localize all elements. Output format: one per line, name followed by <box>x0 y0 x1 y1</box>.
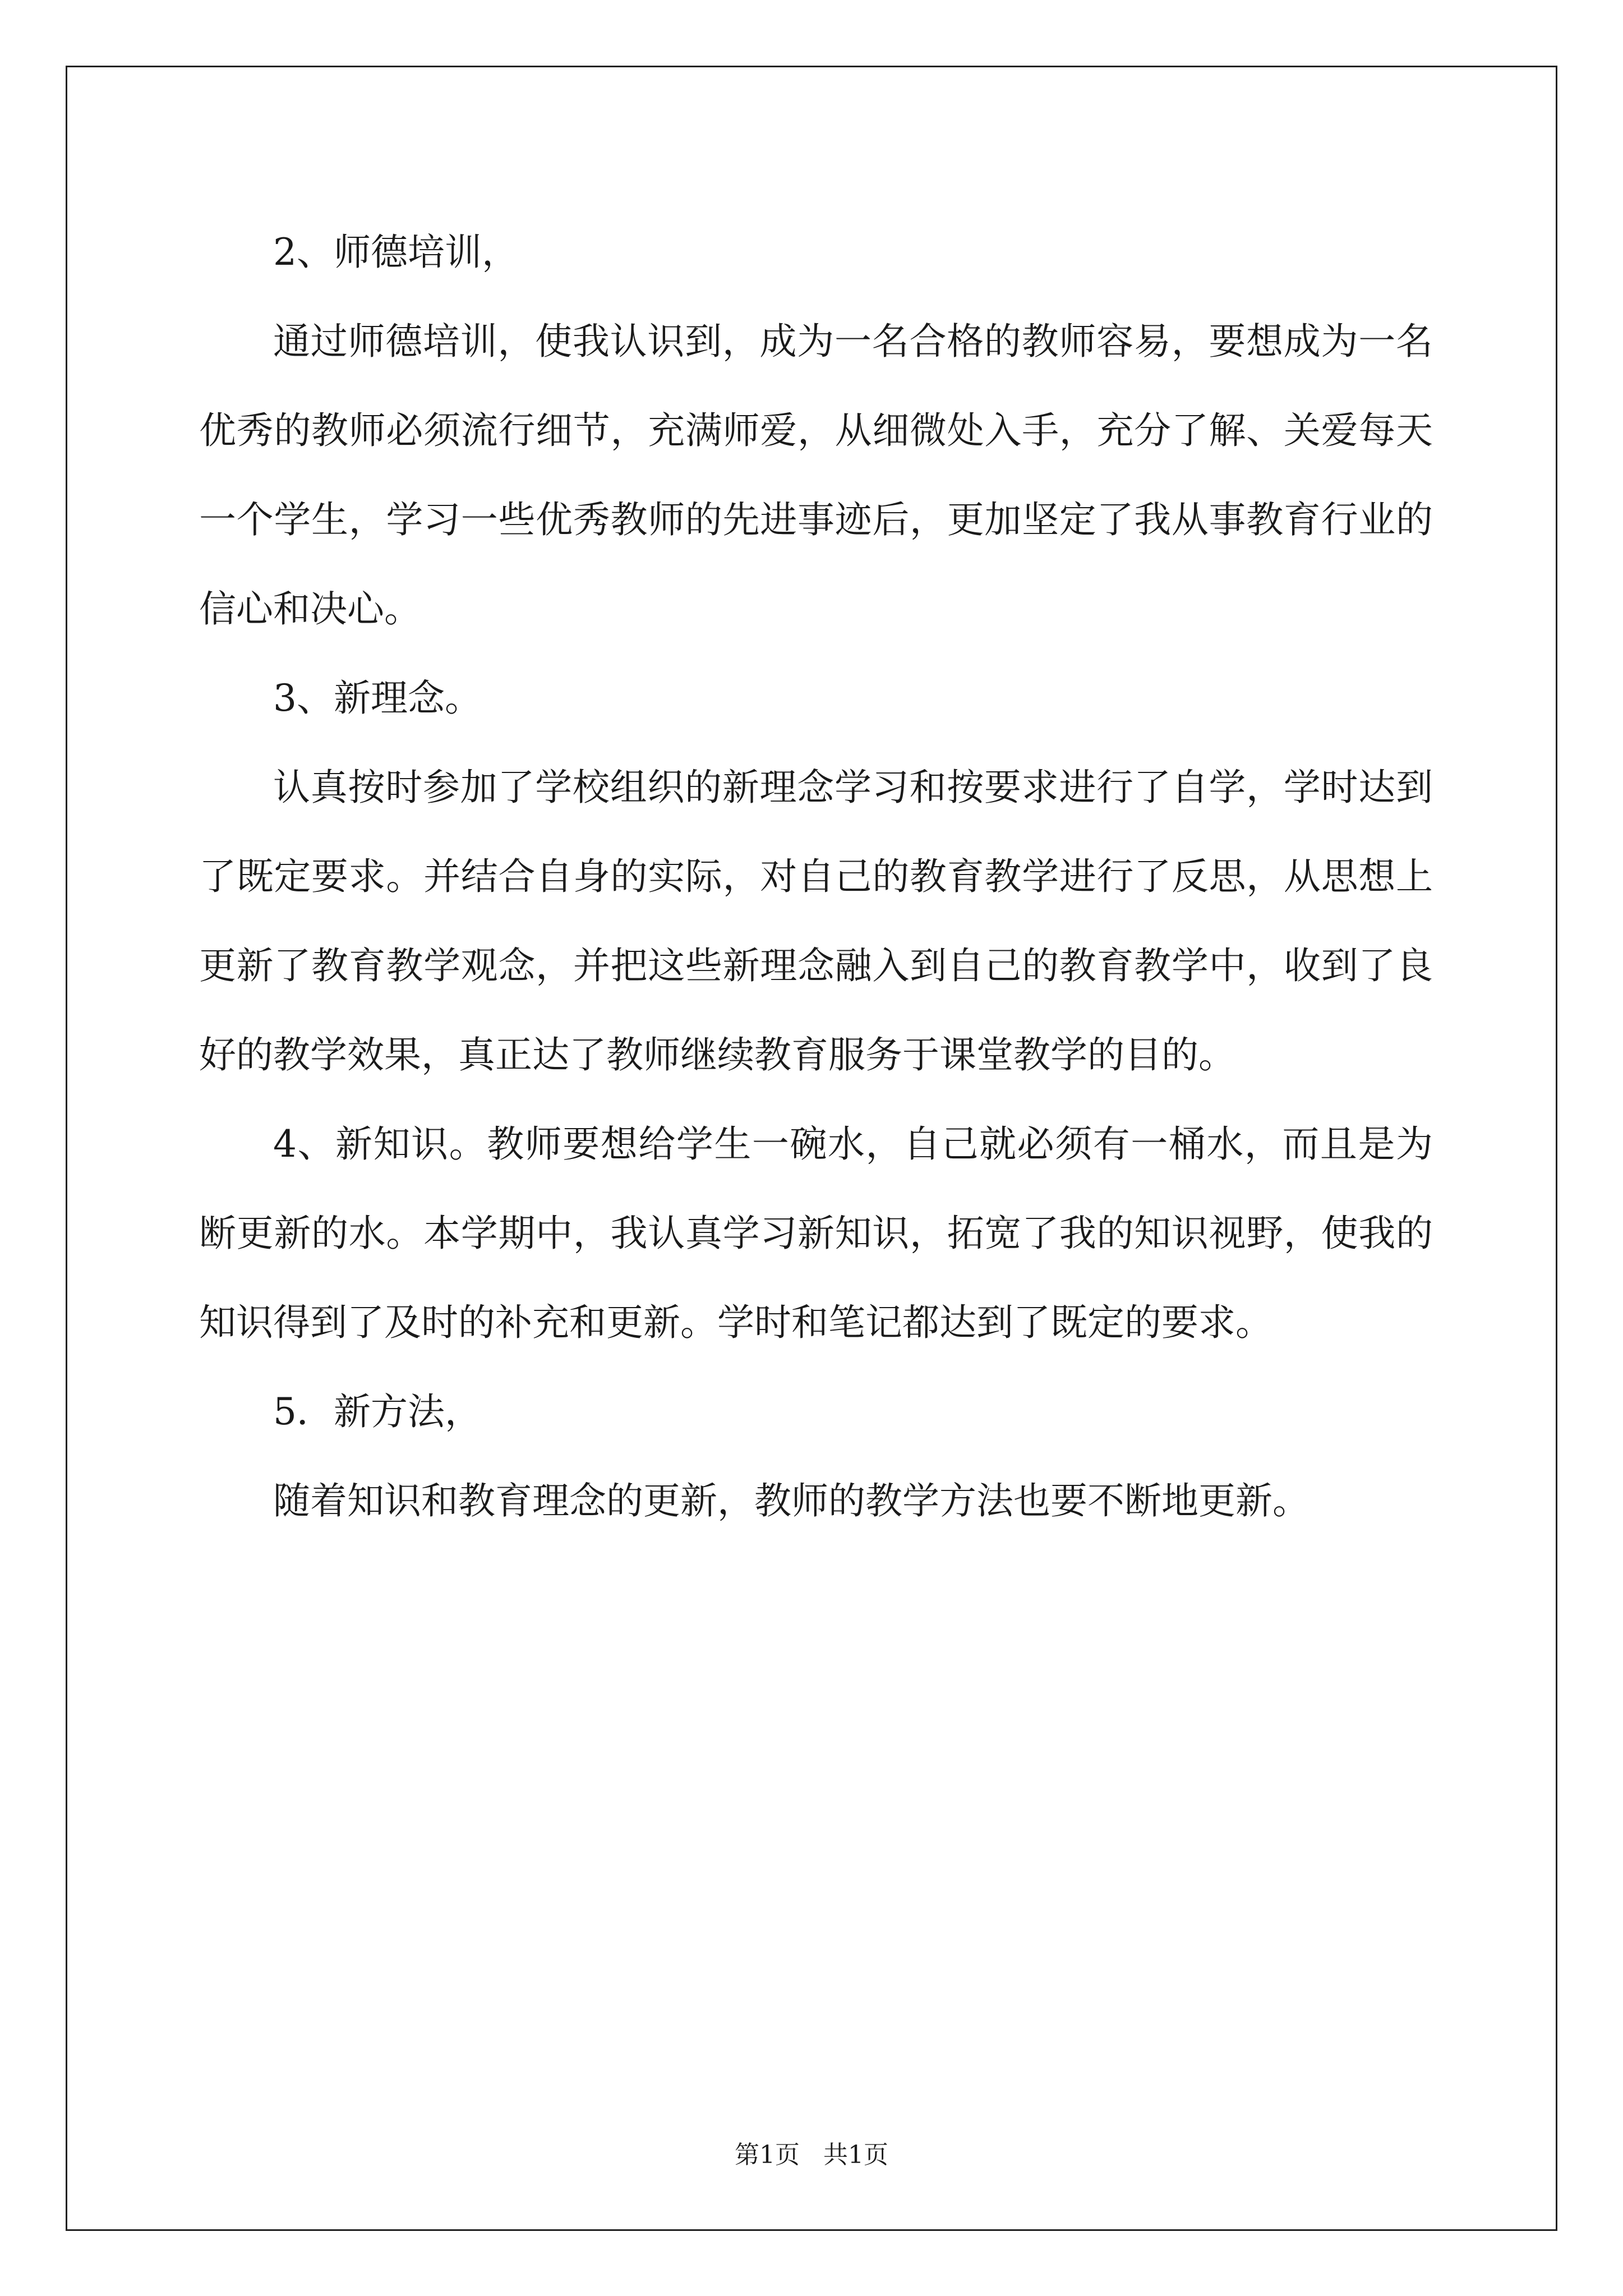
page-footer <box>0 2134 1623 2170</box>
section-heading-2: 2、师德培训， <box>273 231 519 274</box>
paragraph-new-methods: 随着知识和教育理念的更新，教师的教学方法也要不断地更新。 <box>273 1479 1310 1522</box>
section-heading-5: 5．新方法， <box>273 1390 482 1433</box>
paragraph-teacher-ethics: 通过师德培训，使我认识到，成为一名合格的教师容易，要想成为一名优秀的教师必须流行细节，充满师爱，从细微处入手，充分了解、关爱每天一个学生，学习一些优秀教师的先进事迹后，更加坚定了我从事教育行业的信心和决心。 <box>199 320 1433 631</box>
page-total: 共1页 <box>823 2141 888 2169</box>
section-heading-3: 3、新理念。 <box>273 677 482 720</box>
document-body <box>199 208 1433 1545</box>
paragraph-new-concepts: 认真按时参加了学校组织的新理念学习和按要求进行了自学，学时达到了既定要求。并结合自身的实际，对自己的教育教学进行了反思，从思想上更新了教育教学观念，并把这些新理念融入到自己的教育教学中，收到了良好的教学效果，真正达了教师继续教育服务于课堂教学的目的。 <box>199 766 1433 1076</box>
paragraph-new-knowledge: 4、新知识。教师要想给学生一碗水，自己就必须有一桶水，而且是为断更新的水。本学期中，我认真学习新知识，拓宽了我的知识视野，使我的知识得到了及时的补充和更新。学时和笔记都达到了既定的要求。 <box>199 1122 1433 1344</box>
page-number: 第1页 <box>735 2141 800 2169</box>
